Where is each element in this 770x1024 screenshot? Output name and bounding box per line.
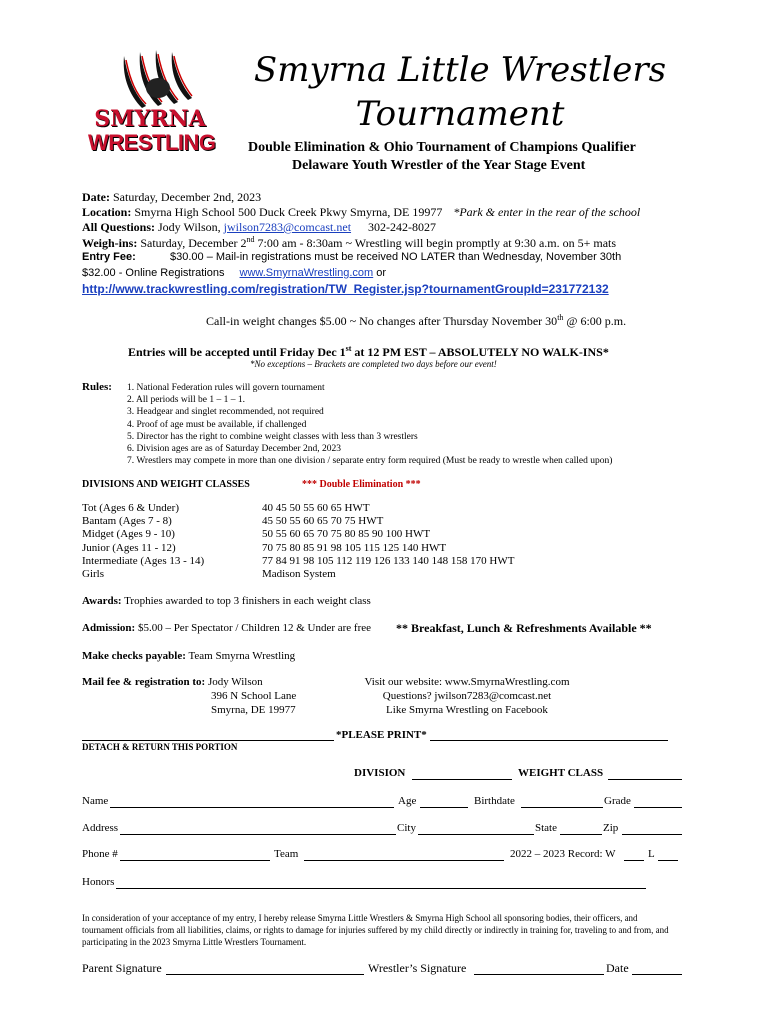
online-registration: [82, 267, 386, 279]
team-field-label: Team: [274, 848, 299, 860]
admission-value: $5.00 – Per Spectator / Children 12 & Under are free: [137, 622, 372, 634]
please-print: *PLEASE PRINT*: [336, 729, 427, 741]
parent-signature-label: Parent Signature: [82, 961, 162, 975]
team-field[interactable]: [304, 860, 504, 861]
state-field[interactable]: [560, 834, 602, 835]
entry-fee: [82, 251, 621, 263]
entries-sup: st: [345, 344, 352, 353]
online-registration-text: $32.00 - Online Registrations: [82, 267, 225, 279]
online-or: or: [376, 267, 387, 279]
location-label: Location:: [82, 205, 132, 219]
smyrna-wrestling-logo: [86, 48, 216, 160]
signature-date-field[interactable]: [632, 974, 682, 975]
admission: [82, 622, 371, 634]
questions-phone: 302-242-8027: [368, 220, 437, 234]
signature-date-label: Date: [606, 961, 629, 975]
division-field[interactable]: [412, 779, 512, 780]
awards-label: Awards:: [82, 595, 122, 607]
wrestler-signature-label: Wrestler’s Signature: [368, 961, 467, 975]
rule-item: 5. Director has the right to combine weight classes with less than 3 wrestlers: [127, 431, 418, 442]
birthdate-field[interactable]: [521, 807, 603, 808]
weight-class-field-label: WEIGHT CLASS: [518, 767, 604, 779]
questions-name: Jody Wilson,: [158, 220, 221, 234]
phone-field[interactable]: [120, 860, 270, 861]
questions-email: Questions? jwilson7283@comcast.net: [382, 690, 552, 702]
page-title-line1: Smyrna Little Wrestlers: [253, 50, 667, 90]
facebook-note: Like Smyrna Wrestling on Facebook: [386, 704, 548, 716]
division-name: Junior (Ages 11 - 12): [82, 541, 176, 554]
rules-list: [127, 382, 612, 467]
checks-value: Team Smyrna Wrestling: [188, 650, 296, 662]
weight-class-field[interactable]: [608, 779, 682, 780]
callin-weight-changes: [206, 313, 626, 329]
record-losses-field[interactable]: [658, 860, 678, 861]
logo-text-top: SMYRNA: [94, 106, 206, 132]
state-field-label: State: [535, 822, 557, 834]
grade-field[interactable]: [634, 807, 682, 808]
name-field[interactable]: [110, 807, 394, 808]
phone-field-label: Phone #: [82, 848, 118, 860]
logo-text-bottom: WRESTLING: [88, 130, 216, 155]
subtitle-delaware: Delaware Youth Wrestler of the Year Stage Event: [292, 158, 586, 173]
record-wins-label: 2022 – 2023 Record: W: [510, 848, 616, 860]
awards: [82, 595, 371, 607]
smyrna-website-link[interactable]: www.SmyrnaWrestling.com: [239, 267, 374, 279]
mail-line1: Jody Wilson: [207, 676, 263, 688]
waiver-text: In consideration of your acceptance of my entry, I hereby release Smyrna Little Wrestlers & Smyrna High School all sponsoring bodies, their officers, and tournament officials from all liabilities, claims, or rights to damage for injuries suffered by my child directly or indirectly in training for, traveling to and from, and participating in the 2023 Smyrna Little Wrestlers Tournament.: [82, 913, 669, 947]
division-name: Bantam (Ages 7 - 8): [82, 515, 172, 528]
division-weights-row: 40 45 50 55 60 65 HWT: [262, 502, 370, 514]
rule-item: 1. National Federation rules will govern tournament: [127, 383, 325, 393]
division-weights-row: 77 84 91 98 105 112 119 126 133 140 148 158 170 HWT: [262, 554, 515, 567]
separator-left: [82, 740, 334, 741]
city-field[interactable]: [418, 834, 534, 835]
honors-field[interactable]: [116, 888, 646, 889]
mail-registration: [82, 675, 296, 717]
entries-text-a: Entries will be accepted until Friday Dec 1: [128, 345, 346, 359]
rule-item: 2. All periods will be 1 – 1 – 1.: [127, 395, 245, 406]
questions-contact: [82, 220, 436, 235]
checks-label: Make checks payable:: [82, 650, 186, 662]
date-value: Saturday, December 2nd, 2023: [112, 190, 262, 204]
questions-email-link[interactable]: jwilson7283@comcast.net: [223, 220, 352, 234]
city-field-label: City: [397, 822, 416, 834]
entries-deadline: [128, 344, 609, 360]
division-field-label: DIVISION: [354, 767, 406, 779]
record-losses-label: L: [648, 848, 655, 860]
mail-line3: Smyrna, DE 19977: [211, 704, 296, 716]
wrestler-signature-field[interactable]: [474, 974, 604, 975]
weighins-value-b: 7:00 am - 8:30am ~ Wrestling will begin promptly at 9:30 a.m. on 5+ mats: [257, 236, 617, 250]
mail-label: Mail fee & registration to:: [82, 676, 206, 688]
contact-block: [352, 675, 582, 717]
page-title-line2: Tournament: [355, 94, 565, 134]
food-available: ** Breakfast, Lunch & Refreshments Available **: [396, 621, 652, 635]
rule-item: 7. Wrestlers may compete in more than one division / separate entry form required (Must be ready to wrestle when called upon): [127, 456, 613, 467]
division-weights-row: 70 75 80 85 91 98 105 115 125 140 HWT: [262, 541, 447, 554]
detach-label: DETACH & RETURN THIS PORTION: [82, 742, 238, 752]
age-field[interactable]: [420, 807, 468, 808]
division-name: Midget (Ages 9 - 10): [82, 528, 175, 541]
weighins-label: Weigh-ins:: [82, 236, 138, 250]
checks-payable: [82, 650, 295, 662]
division-weights-row: Madison System: [262, 568, 336, 581]
address-field-label: Address: [82, 822, 119, 834]
address-field[interactable]: [120, 834, 396, 835]
zip-field[interactable]: [622, 834, 682, 835]
division-weights-row: 50 55 60 65 70 75 80 85 90 100 HWT: [262, 528, 431, 541]
questions-label: All Questions:: [82, 220, 156, 234]
entry-fee-value: $30.00 – Mail-in registrations must be received NO LATER than Wednesday, November 30th: [170, 251, 622, 263]
date-label: Date:: [82, 190, 110, 204]
weighins: [82, 235, 616, 251]
admission-label: Admission:: [82, 622, 136, 634]
trackwrestling-link[interactable]: http://www.trackwrestling.com/registration/TW_Register.jsp?tournamentGroupId=231772132: [82, 282, 609, 296]
rule-item: 6. Division ages are as of Saturday December 2nd, 2023: [127, 444, 341, 455]
rule-item: 3. Headgear and singlet recommended, not required: [127, 407, 324, 418]
age-field-label: Age: [398, 795, 417, 807]
division-names: [82, 502, 204, 581]
weighins-value-a: Saturday, December 2: [140, 236, 247, 250]
callin-text-b: @ 6:00 p.m.: [566, 314, 627, 328]
entries-text-b: at 12 PM EST – ABSOLUTELY NO WALK-INS*: [354, 345, 609, 359]
entry-fee-label: Entry Fee:: [82, 251, 136, 263]
record-wins-field[interactable]: [624, 860, 644, 861]
name-field-label: Name: [82, 795, 109, 807]
mail-line2: 396 N School Lane: [211, 690, 297, 702]
rule-item: 4. Proof of age must be available, if challenged: [127, 419, 307, 430]
no-exceptions-note: *No exceptions – Brackets are completed two days before our event!: [250, 359, 497, 369]
grade-field-label: Grade: [604, 795, 631, 807]
divisions-heading: DIVISIONS AND WEIGHT CLASSES: [82, 479, 250, 490]
zip-field-label: Zip: [603, 822, 619, 834]
division-name: Intermediate (Ages 13 - 14): [82, 554, 205, 567]
division-weights-row: 45 50 55 60 65 70 75 HWT: [262, 515, 384, 528]
division-name: Girls: [82, 568, 104, 581]
birthdate-field-label: Birthdate: [474, 795, 515, 807]
honors-field-label: Honors: [82, 876, 115, 888]
callin-sup: th: [557, 313, 564, 322]
rules-label: Rules:: [82, 381, 112, 393]
location-note: *Park & enter in the rear of the school: [453, 205, 641, 219]
visit-website: Visit our website: www.SmyrnaWrestling.com: [364, 676, 570, 688]
division-weights: [262, 502, 514, 581]
double-elimination-label: *** Double Elimination ***: [302, 479, 421, 490]
division-name: Tot (Ages 6 & Under): [82, 502, 179, 514]
parent-signature-field[interactable]: [166, 974, 364, 975]
event-date: [82, 190, 261, 205]
location-value: Smyrna High School 500 Duck Creek Pkwy Smyrna, DE 19977: [134, 205, 443, 219]
event-location: [82, 205, 640, 220]
weighins-sup: nd: [246, 235, 255, 244]
callin-text-a: Call-in weight changes $5.00 ~ No changes after Thursday November 30: [206, 314, 558, 328]
subtitle-qualifier: Double Elimination & Ohio Tournament of Champions Qualifier: [248, 140, 636, 155]
separator-right: [430, 740, 668, 741]
awards-value: Trophies awarded to top 3 finishers in each weight class: [124, 595, 371, 607]
